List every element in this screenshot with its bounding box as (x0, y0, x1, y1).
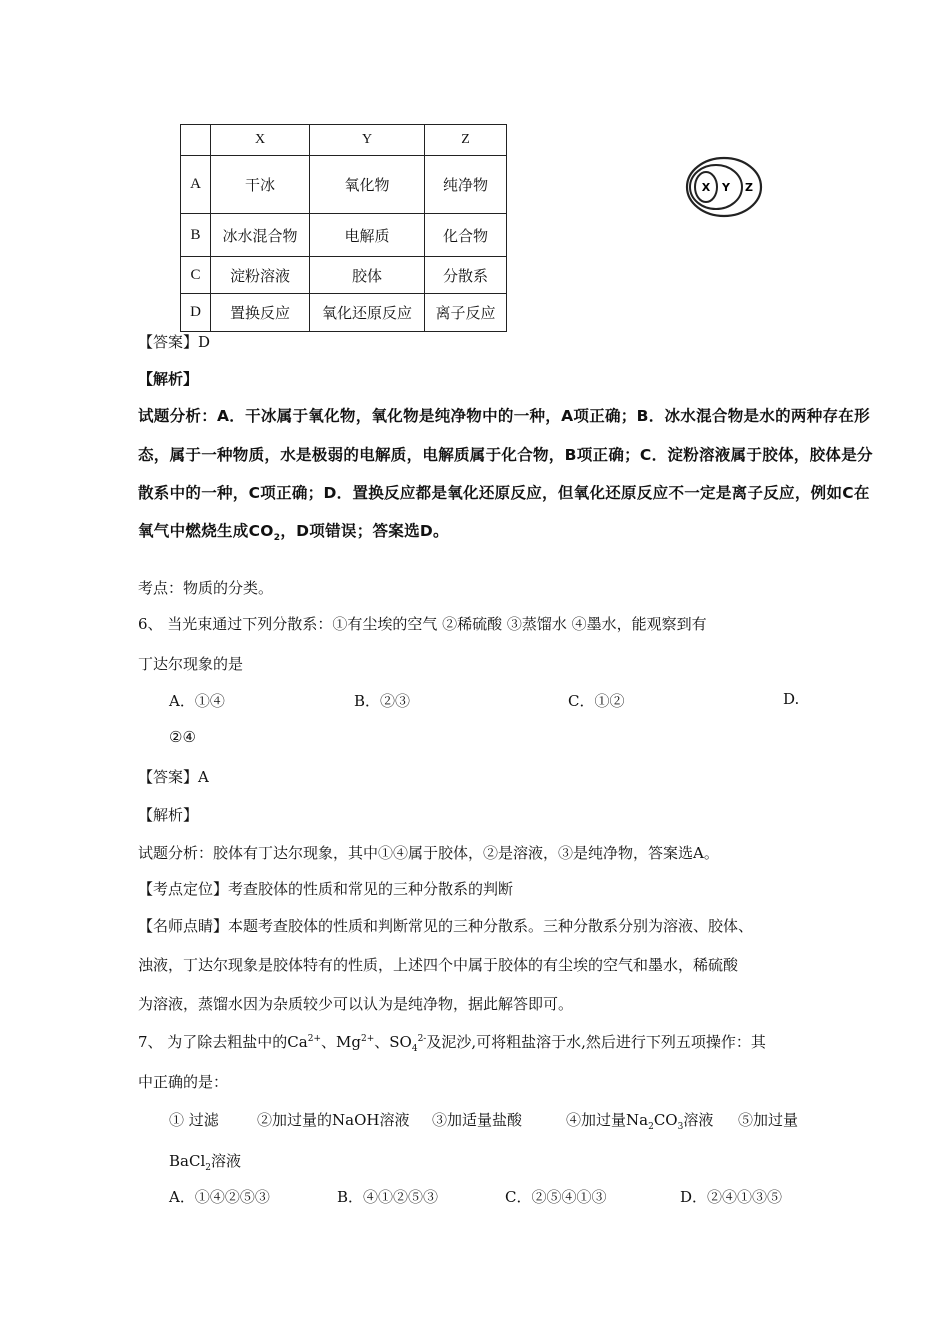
q7-operation-5: ⑤加过量 (738, 1111, 799, 1129)
q5-analysis-line: 态，属于一种物质，水是极弱的电解质，电解质属于化合物，B项正确；C．淀粉溶液属于胶体，胶体是分 (138, 446, 873, 464)
q6-mingshi-line: 浊液，丁达尔现象是胶体特有的性质，上述四个中属于胶体的有尘埃的空气和墨水，稀硫酸 (138, 956, 739, 974)
q7-op4-text: ④加过量Na (566, 1111, 649, 1129)
table-cell: 氧化还原反应 (310, 294, 425, 332)
q7-superscript: 2- (417, 1034, 427, 1044)
q7-op4-text: CO (653, 1111, 678, 1129)
table-cell: 置换反应 (211, 294, 310, 332)
table-cell: 化合物 (425, 214, 507, 257)
q6-mingshi-line: 为溶液，蒸馏水因为杂质较少可以认为是纯净物，据此解答即可。 (138, 995, 574, 1013)
q5-analysis-text: ，D项错误；答案选D。 (280, 522, 449, 540)
q7-stem-text: 、Mg (321, 1033, 361, 1051)
q7-op4-subscript: 3 (677, 1122, 684, 1132)
q7-superscript: 2+ (307, 1034, 322, 1044)
q5-analysis-line: 试题分析：A．干冰属于氧化物，氧化物是纯净物中的一种，A项正确；B．冰水混合物是水的两种存在形 (138, 407, 870, 425)
table-cell: 纯净物 (425, 156, 507, 214)
q6-option-b: B．②③ (354, 692, 411, 710)
q7-option-c: C．②⑤④①③ (505, 1188, 607, 1206)
q6-option-c: C．①② (568, 692, 625, 710)
table-cell: A (181, 156, 211, 214)
q5-analysis-subscript: 2 (273, 533, 281, 544)
table-cell: B (181, 214, 211, 257)
venn-label-y: Y (722, 181, 730, 194)
table-row (181, 294, 507, 332)
q7-operation-2: ②加过量的NaOH溶液 (257, 1111, 410, 1129)
table-cell: 冰水混合物 (211, 214, 310, 257)
table-cell: D (181, 294, 211, 332)
table-row (181, 257, 507, 294)
q7-stem-line: 中正确的是： (138, 1073, 229, 1091)
venn-label-z: Z (745, 181, 753, 194)
q7-stem-text: 7、 为了除去粗盐中的Ca (138, 1033, 308, 1051)
table-header-cell: X (211, 125, 310, 156)
q6-mingshi-line: 【名师点睛】本题考查胶体的性质和判断常见的三种分散系。三种分散系分别为溶液、胶体、 (138, 917, 754, 935)
table-cell: 干冰 (211, 156, 310, 214)
q7-stem-line (138, 1031, 766, 1054)
q7-stem-text: 、SO (374, 1033, 412, 1051)
q6-answer: 【答案】A (138, 768, 209, 786)
table-row (181, 156, 507, 214)
q6-analysis: 试题分析：胶体有丁达尔现象，其中①④属于胶体，②是溶液，③是纯净物，答案选A。 (138, 844, 719, 862)
table-header-cell (181, 125, 211, 156)
table-cell: C (181, 257, 211, 294)
table-cell: 分散系 (425, 257, 507, 294)
q7-operation-5-cont (169, 1150, 241, 1173)
table-header-row (181, 125, 507, 156)
q7-op5-subscript: 2 (205, 1163, 211, 1173)
q6-analysis-heading: 【解析】 (138, 806, 199, 824)
q7-op5-text: 溶液 (210, 1152, 241, 1170)
q7-operation-4 (566, 1109, 713, 1132)
table-cell: 淀粉溶液 (211, 257, 310, 294)
q6-kaodian: 【考点定位】考查胶体的性质和常见的三种分散系的判断 (138, 880, 514, 898)
q5-analysis-text: 氧气中燃烧生成CO (138, 522, 274, 540)
q6-stem-line: 丁达尔现象的是 (138, 655, 244, 673)
q6-option-a: A．①④ (169, 692, 225, 710)
q5-analysis-line (138, 519, 449, 543)
table-row (181, 214, 507, 257)
table-cell: 氧化物 (310, 156, 425, 214)
table-cell: 电解质 (310, 214, 425, 257)
q5-analysis-line: 散系中的一种，C项正确；D．置换反应都是氧化还原反应，但氧化还原反应不一定是离子反应，例如C在 (138, 484, 870, 502)
q7-op4-subscript: 2 (648, 1122, 654, 1132)
q7-option-a: A．①④②⑤③ (169, 1188, 270, 1206)
q6-option-d: D. (783, 690, 800, 708)
q5-analysis-heading: 【解析】 (138, 370, 199, 388)
q7-option-b: B．④①②⑤③ (337, 1188, 439, 1206)
classification-table (180, 124, 507, 332)
q7-stem-text: 及泥沙,可将粗盐溶于水,然后进行下列五项操作：其 (426, 1033, 766, 1051)
q7-superscript: 2+ (360, 1034, 375, 1044)
q5-kaodian: 考点：物质的分类。 (138, 579, 274, 597)
q7-operation-1: ① 过滤 (169, 1111, 219, 1129)
table-cell: 离子反应 (425, 294, 507, 332)
q5-answer: 【答案】D (138, 333, 211, 351)
table-header-cell: Z (425, 125, 507, 156)
table-cell: 胶体 (310, 257, 425, 294)
q7-op4-text: 溶液 (683, 1111, 714, 1129)
q7-subscript: 4 (411, 1044, 418, 1054)
venn-diagram (684, 155, 774, 219)
q6-stem-line: 6、 当光束通过下列分散系：①有尘埃的空气 ②稀硫酸 ③蒸馏水 ④墨水，能观察到有 (138, 615, 707, 633)
q7-operation-3: ③加适量盐酸 (432, 1111, 523, 1129)
venn-label-x: X (701, 181, 711, 194)
table-header-cell: Y (310, 125, 425, 156)
q7-op5-text: BaCl (169, 1152, 206, 1170)
q7-option-d: D．②④①③⑤ (680, 1188, 783, 1206)
q6-option-d-cont: ②④ (169, 728, 196, 746)
